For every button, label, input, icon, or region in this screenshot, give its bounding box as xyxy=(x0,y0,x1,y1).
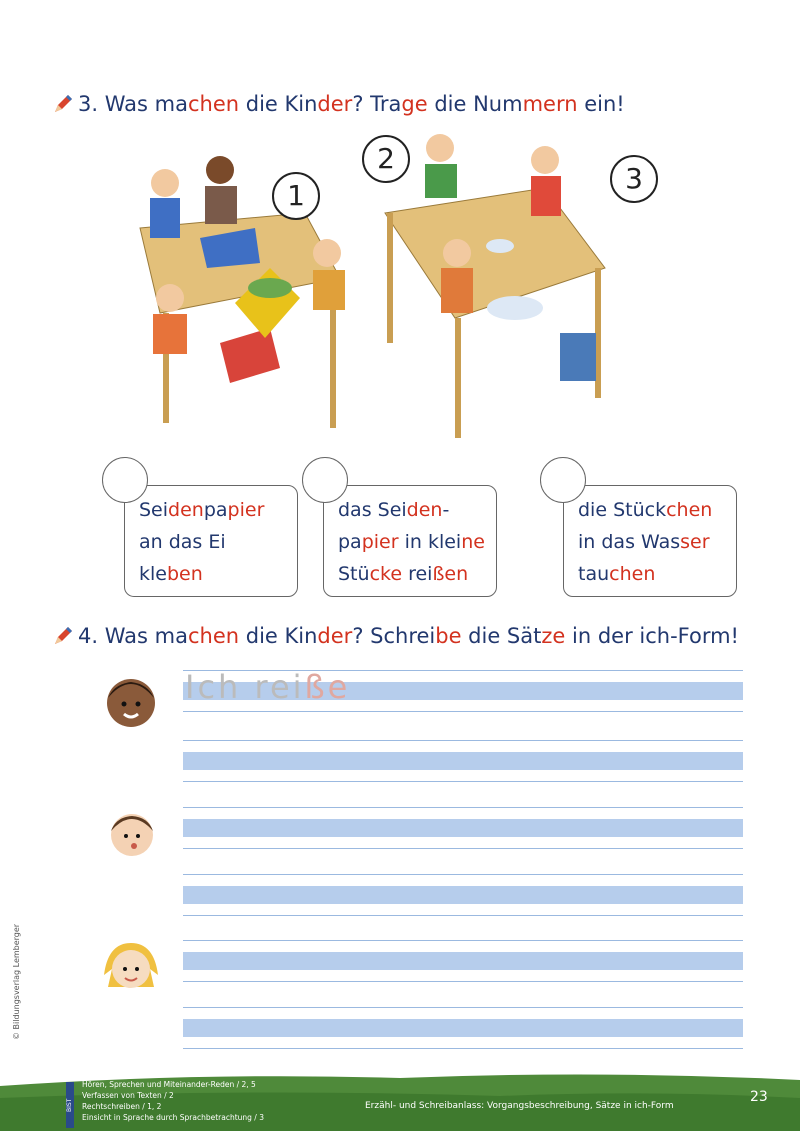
girl-face-icon xyxy=(98,935,164,1001)
syllable: tau xyxy=(578,563,610,585)
writing-line-5[interactable] xyxy=(183,940,743,982)
card-1 xyxy=(124,485,298,597)
task-4-heading xyxy=(52,624,739,648)
syllable: ? Schrei xyxy=(352,624,436,648)
card-2 xyxy=(323,485,497,597)
syllable: Sei xyxy=(139,499,169,521)
competence-item: Rechtschreiben / 1, 2 xyxy=(82,1102,162,1111)
marker-3: 3 xyxy=(610,155,658,203)
writing-line-2[interactable] xyxy=(183,740,743,782)
syllable: ein! xyxy=(577,92,625,116)
syllable: Stü xyxy=(338,563,370,585)
syllable-highlight: ser xyxy=(680,531,710,553)
pencil-icon xyxy=(52,93,74,115)
syllable-highlight: ze xyxy=(541,624,566,648)
syllable-highlight: der xyxy=(317,92,353,116)
syllable: die Kin xyxy=(239,624,318,648)
syllable-highlight: chen xyxy=(609,563,656,585)
competence-item: Einsicht in Sprache durch Sprachbetrachtung / 3 xyxy=(82,1113,264,1122)
card-line xyxy=(578,558,712,590)
task-3-heading xyxy=(52,92,625,116)
syllable-highlight: chen xyxy=(187,92,240,116)
classroom-illustration xyxy=(95,128,615,443)
syllable-highlight: der xyxy=(317,624,353,648)
syllable: pa xyxy=(203,499,228,521)
syllable: kle xyxy=(139,563,167,585)
bist-badge: BIST xyxy=(66,1082,74,1128)
syllable: in der ich-Form! xyxy=(565,624,739,648)
syllable: ? Tra xyxy=(352,92,402,116)
writing-line-3[interactable] xyxy=(183,807,743,849)
marker-2: 2 xyxy=(362,135,410,183)
competence-item: Hören, Sprechen und Miteinander-Reden / 2, 5 xyxy=(82,1080,256,1089)
syllable: die Num xyxy=(427,92,523,116)
card-line xyxy=(578,526,712,558)
syllable: die Stück xyxy=(578,499,667,521)
writing-line-4[interactable] xyxy=(183,874,743,916)
boy-face-icon xyxy=(104,805,160,861)
page-number: 23 xyxy=(750,1089,768,1105)
syllable: in das Was xyxy=(578,531,681,553)
competence-list xyxy=(82,1079,264,1123)
syllable-highlight: chen xyxy=(187,624,240,648)
syllable-highlight: mern xyxy=(522,92,578,116)
syllable-highlight: ben xyxy=(166,563,203,585)
syllable: rei xyxy=(402,563,433,585)
card-line xyxy=(338,494,485,526)
syllable: in klei xyxy=(398,531,462,553)
syllable-highlight: be xyxy=(435,624,462,648)
card-line xyxy=(338,526,485,558)
card-2-text xyxy=(338,494,485,590)
boy-dark-face-icon xyxy=(100,670,162,732)
syllable-highlight: den xyxy=(406,499,443,521)
syllable-highlight: cke xyxy=(369,563,403,585)
syllable-highlight: chen xyxy=(666,499,713,521)
answer-circle-1[interactable] xyxy=(102,457,148,503)
card-line xyxy=(139,494,264,526)
topic-label: Erzähl- und Schreibanlass: Vorgangsbeschreibung, Sätze in ich-Form xyxy=(365,1101,674,1111)
syllable: an das Ei xyxy=(139,531,226,553)
syllable: pa xyxy=(338,531,362,553)
syllable-highlight: ne xyxy=(461,531,485,553)
pencil-icon xyxy=(52,625,74,647)
task-4-number: 4. xyxy=(78,624,99,648)
answer-circle-3[interactable] xyxy=(540,457,586,503)
syllable-highlight: ge xyxy=(401,92,428,116)
syllable-highlight: ßen xyxy=(432,563,469,585)
card-3-text xyxy=(578,494,712,590)
card-line xyxy=(139,526,264,558)
syllable-highlight: den xyxy=(168,499,204,521)
card-1-text xyxy=(139,494,264,590)
syllable-highlight: pier xyxy=(227,499,265,521)
syllable-highlight: pier xyxy=(361,531,399,553)
task-3-text xyxy=(105,92,625,116)
marker-1: 1 xyxy=(272,172,320,220)
card-line xyxy=(578,494,712,526)
task-4-text xyxy=(105,624,739,648)
card-line xyxy=(139,558,264,590)
writing-line-6[interactable] xyxy=(183,1007,743,1049)
syllable: das Sei xyxy=(338,499,407,521)
syllable: Was ma xyxy=(104,624,188,648)
copyright: © Bildungsverlag Lemberger xyxy=(12,923,21,1040)
syllable: - xyxy=(442,499,450,521)
task-3-number: 3. xyxy=(78,92,99,116)
answer-circle-2[interactable] xyxy=(302,457,348,503)
competence-item: Verfassen von Texten / 2 xyxy=(82,1091,174,1100)
card-3 xyxy=(563,485,737,597)
syllable: die Kin xyxy=(239,92,318,116)
card-line xyxy=(338,558,485,590)
sample-sentence: Ich reiße xyxy=(185,668,351,706)
syllable: die Sät xyxy=(461,624,542,648)
syllable: Was ma xyxy=(104,92,188,116)
